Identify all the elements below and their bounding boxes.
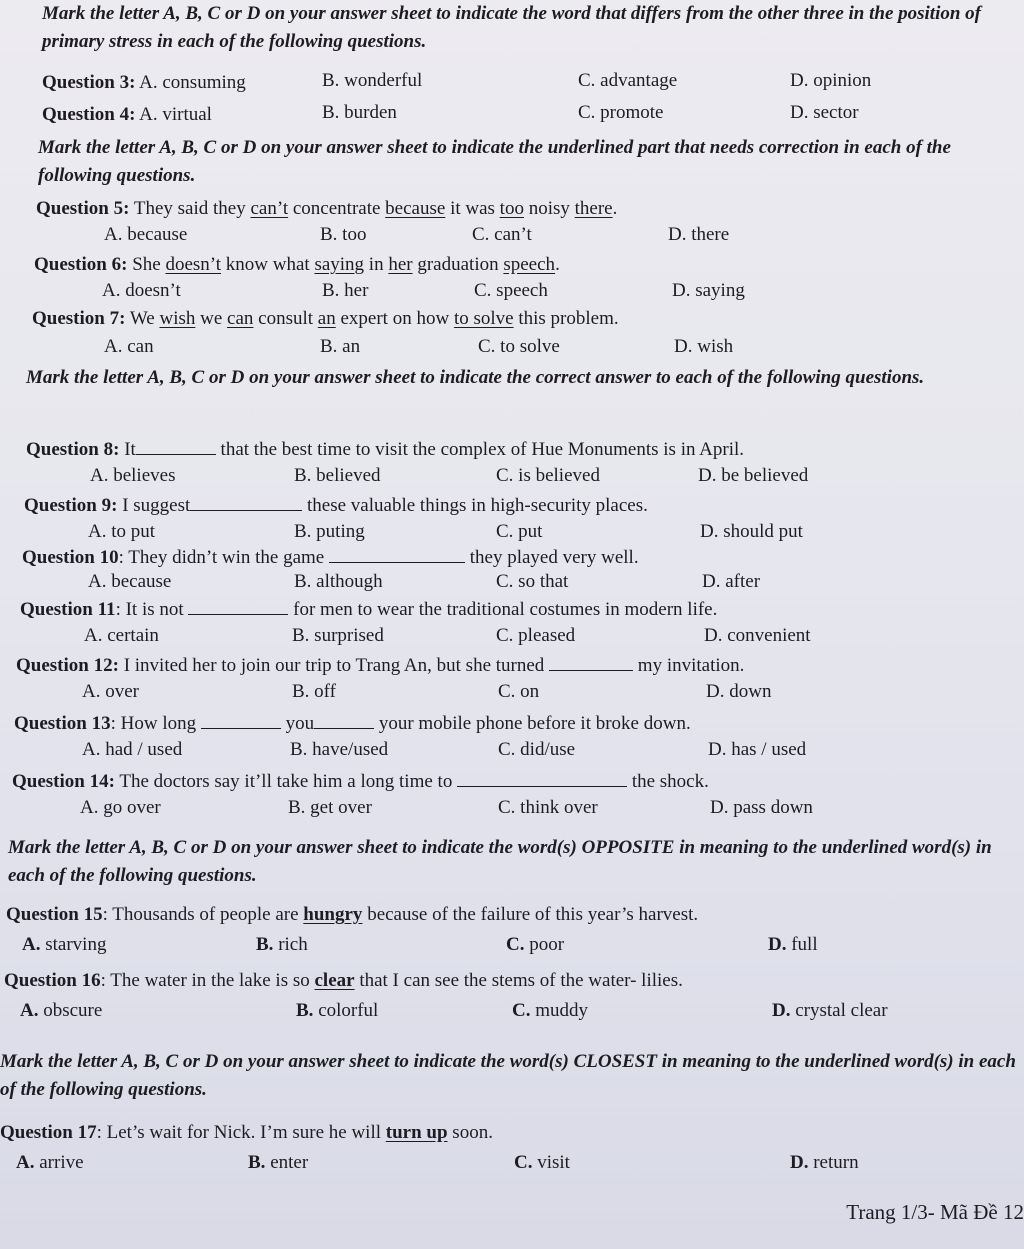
- q7-underlined-d: to solve: [453, 308, 514, 329]
- q5-option-b: B. too: [320, 224, 367, 245]
- q6-label: Question 6:: [34, 254, 128, 275]
- q4-option-b: B. burden: [322, 102, 397, 123]
- q15-option-a: A. starving: [22, 934, 107, 955]
- q9-blank: [190, 492, 302, 511]
- question-13: Question 13: How long you your mobile phone before it broke down. A. had / used B. have/used C. did/use D. has / used: [14, 710, 1014, 767]
- question-4: [42, 102, 1002, 130]
- q7-label: Question 7:: [32, 308, 126, 329]
- q16-option-a: A. obscure: [20, 1000, 103, 1021]
- q6-option-d: D. saying: [672, 280, 745, 301]
- q8-label: Question 8:: [26, 439, 120, 460]
- question-15: Question 15: Thousands of people are hungry because of the failure of this year’s harvest. A. starving B. rich C. poor D. full: [6, 904, 818, 955]
- q11-option-b: B. surprised: [292, 625, 384, 646]
- q13-label: Question 13: [14, 713, 111, 734]
- q12-option-a: A. over: [82, 681, 139, 702]
- q14-label: Question 14:: [12, 771, 115, 792]
- q16-option-c: C. muddy: [512, 1000, 589, 1021]
- section4-instruction: Mark the letter A, B, C or D on your answer sheet to indicate the word(s) OPPOSITE in meaning to the underlined word(s) in each of the following questions.: [8, 837, 992, 886]
- q8-option-a: A. believes: [90, 465, 176, 486]
- q12-label: Question 12:: [16, 655, 119, 676]
- section2: [38, 134, 978, 190]
- q17-option-c: C. visit: [514, 1152, 570, 1173]
- q7-option-a: A. can: [104, 336, 154, 357]
- question-5: Question 5: They said they can’t concentrate because it was too noisy there. A. because B. too C. can’t D. there: [36, 198, 730, 245]
- q5-option-d: D. there: [668, 224, 730, 245]
- q13-blank-2: [314, 710, 374, 729]
- section5: [0, 1048, 1024, 1104]
- q5-underlined-d: there: [574, 198, 613, 219]
- q14-option-a: A. go over: [80, 797, 161, 818]
- q10-option-b: B. although: [294, 571, 383, 592]
- q17-option-b: B. enter: [248, 1152, 309, 1173]
- question-6: Question 6: She doesn’t know what saying in her graduation speech. A. doesn’t B. her C. speech D. saying: [34, 254, 745, 301]
- question-7: Question 7: We wish we can consult an expert on how to solve this problem. A. can B. an C. to solve D. wish: [32, 308, 734, 357]
- q12-option-d: D. down: [706, 681, 772, 702]
- page-footer: Trang 1/3- Mã Đề 12: [846, 1200, 1024, 1224]
- q3-option-d: D. opinion: [790, 70, 872, 91]
- q15-label: Question 15: [6, 904, 103, 925]
- q5-label: Question 5:: [36, 198, 130, 219]
- q13-option-a: A. had / used: [82, 739, 183, 760]
- q15-underlined-word: hungry: [303, 904, 363, 925]
- q4-label: Question 4:: [42, 104, 136, 125]
- q3-option-c: C. advantage: [578, 70, 678, 91]
- q10-option-a: A. because: [88, 571, 172, 592]
- section5-instruction: Mark the letter A, B, C or D on your answer sheet to indicate the word(s) CLOSEST in meaning to the underlined word(s) in each of the following questions.: [0, 1051, 1016, 1100]
- q6-underlined-d: speech: [503, 254, 556, 275]
- q6-underlined-c: her: [388, 254, 413, 275]
- q11-option-c: C. pleased: [496, 625, 576, 646]
- q9-option-d: D. should put: [700, 521, 803, 542]
- q16-option-b: B. colorful: [296, 1000, 379, 1021]
- q7-underlined-a: wish: [159, 308, 196, 329]
- q11-option-a: A. certain: [84, 625, 159, 646]
- q6-option-c: C. speech: [474, 280, 548, 301]
- q4-option-d: D. sector: [790, 102, 859, 123]
- question-16: Question 16: The water in the lake is so clear that I can see the stems of the water- lilies. A. obscure B. colorful C. muddy D. crystal clear: [4, 970, 888, 1021]
- q3-option-b: B. wonderful: [322, 70, 423, 91]
- q6-option-a: A. doesn’t: [102, 280, 181, 301]
- q10-blank: [329, 544, 465, 563]
- q15-option-b: B. rich: [256, 934, 308, 955]
- section1: [42, 0, 1002, 56]
- q6-option-b: B. her: [322, 280, 369, 301]
- q8-option-b: B. believed: [294, 465, 381, 486]
- q3-label: Question 3:: [42, 72, 136, 93]
- section1-instruction: Mark the letter A, B, C or D on your answer sheet to indicate the word that differs from the other three in the position of primary stress in each of the following questions.: [42, 3, 982, 52]
- q9-label: Question 9:: [24, 495, 118, 516]
- q4-option-c: C. promote: [578, 102, 664, 123]
- section4: [8, 834, 1008, 890]
- q16-label: Question 16: [4, 970, 101, 991]
- q5-underlined-a: can’t: [250, 198, 289, 219]
- q13-option-d: D. has / used: [708, 739, 807, 760]
- question-12: Question 12: I invited her to join our trip to Trang An, but she turned my invitation. A. over B. off C. on D. down: [16, 652, 1016, 709]
- q3-option-a: A. consuming: [139, 72, 246, 93]
- q15-option-c: C. poor: [506, 934, 565, 955]
- question-9: Question 9: I suggest these valuable things in high-security places. A. to put B. puting C. put D. should put: [24, 492, 1004, 549]
- question-8: Question 8: It that the best time to visit the complex of Hue Monuments is in April. A. believes B. believed C. is believed D. be believed: [26, 436, 1006, 493]
- q7-underlined-c: an: [317, 308, 336, 329]
- q14-option-d: D. pass down: [710, 797, 813, 818]
- q7-option-b: B. an: [320, 336, 361, 357]
- question-3: [42, 70, 1002, 98]
- q15-option-d: D. full: [768, 934, 818, 955]
- section3-instruction: Mark the letter A, B, C or D on your answer sheet to indicate the correct answer to each of the following questions.: [26, 367, 925, 388]
- q8-option-d: D. be believed: [698, 465, 809, 486]
- q17-label: Question 17: [0, 1122, 97, 1143]
- q7-underlined-b: can: [227, 308, 254, 329]
- q10-option-d: D. after: [702, 571, 761, 592]
- q16-option-d: D. crystal clear: [772, 1000, 888, 1021]
- q17-option-d: D. return: [790, 1152, 859, 1173]
- q12-blank: [549, 652, 633, 671]
- q16-underlined-word: clear: [314, 970, 355, 991]
- q5-option-c: C. can’t: [472, 224, 532, 245]
- q14-blank: [457, 768, 627, 787]
- q6-underlined-a: doesn’t: [165, 254, 222, 275]
- q14-option-c: C. think over: [498, 797, 598, 818]
- q10-label: Question 10: [22, 547, 119, 568]
- q17-underlined-word: turn up: [385, 1122, 448, 1143]
- q8-option-c: C. is believed: [496, 465, 600, 486]
- q5-option-a: A. because: [104, 224, 188, 245]
- q12-option-c: C. on: [498, 681, 540, 702]
- q9-option-c: C. put: [496, 521, 543, 542]
- q13-blank-1: [201, 710, 281, 729]
- q6-underlined-b: saying: [314, 254, 365, 275]
- q5-underlined-b: because: [385, 198, 446, 219]
- q13-option-c: C. did/use: [498, 739, 576, 760]
- q17-option-a: A. arrive: [16, 1152, 84, 1173]
- q11-option-d: D. convenient: [704, 625, 811, 646]
- question-17: Question 17: Let’s wait for Nick. I’m sure he will turn up soon. A. arrive B. enter C. visit D. return: [0, 1122, 859, 1173]
- q11-label: Question 11: [20, 599, 116, 620]
- q10-option-c: C. so that: [496, 571, 569, 592]
- question-10: Question 10: They didn’t win the game they played very well. A. because B. although C. so that D. after: [22, 544, 1002, 599]
- q9-option-b: B. puting: [294, 521, 365, 542]
- question-11: Question 11: It is not for men to wear the traditional costumes in modern life. A. certain B. surprised C. pleased D. convenient: [20, 596, 1000, 653]
- q5-underlined-c: too: [499, 198, 524, 219]
- section3: [26, 364, 926, 392]
- q7-option-d: D. wish: [674, 336, 734, 357]
- q11-blank: [188, 596, 288, 615]
- q8-blank: [136, 436, 216, 455]
- q12-option-b: B. off: [292, 681, 336, 702]
- question-14: Question 14: The doctors say it’ll take him a long time to the shock. A. go over B. get over C. think over D. pass down: [12, 768, 1012, 825]
- q7-option-c: C. to solve: [478, 336, 560, 357]
- q9-option-a: A. to put: [88, 521, 156, 542]
- q4-option-a: A. virtual: [139, 104, 212, 125]
- q14-option-b: B. get over: [288, 797, 372, 818]
- section2-instruction: Mark the letter A, B, C or D on your answer sheet to indicate the underlined part that needs correction in each of the following questions.: [38, 137, 951, 186]
- q13-option-b: B. have/used: [290, 739, 389, 760]
